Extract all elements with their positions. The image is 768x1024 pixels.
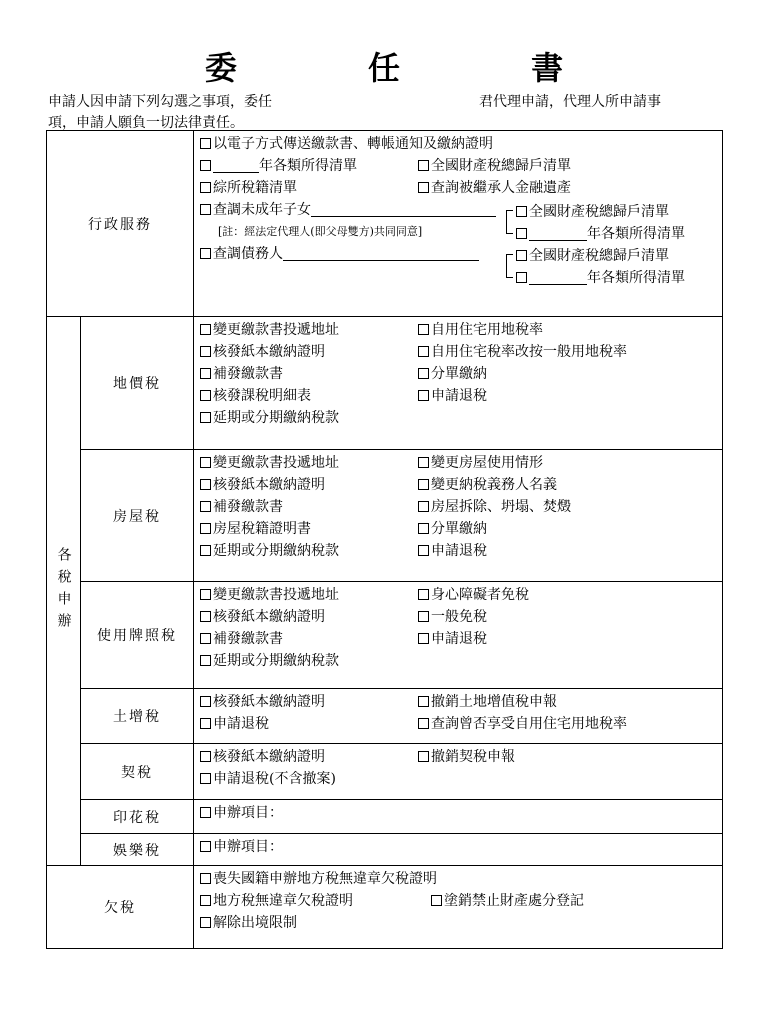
- option-label: 變更房屋使用情形: [431, 455, 543, 471]
- admin-section: [47, 131, 723, 317]
- arrears-section: [47, 866, 723, 949]
- option-annual-income-list: 年各類所得清單: [259, 158, 357, 174]
- option-label: 撤銷契稅申報: [431, 749, 515, 765]
- checkbox[interactable]: [516, 228, 527, 239]
- checkbox[interactable]: [200, 696, 211, 707]
- checkbox[interactable]: [200, 718, 211, 729]
- checkbox[interactable]: [200, 655, 211, 666]
- intro-line1-a: 申請人因申請下列勾選之事項，委任: [48, 94, 272, 110]
- option-label: 房屋拆除、坍塌、焚燬: [431, 499, 571, 515]
- house-tax-label: 房屋稅: [81, 450, 194, 582]
- checkbox[interactable]: [200, 324, 211, 335]
- option-label: 延期或分期繳納稅款: [213, 410, 339, 426]
- checkbox[interactable]: [200, 160, 211, 171]
- option-label: 延期或分期繳納稅款: [213, 543, 339, 559]
- option-label: 解除出境限制: [213, 915, 297, 931]
- land-increment-tax-section: [47, 689, 723, 744]
- checkbox[interactable]: [418, 346, 429, 357]
- option-label: 身心障礙者免稅: [431, 587, 529, 603]
- year-blank[interactable]: [213, 158, 259, 173]
- land-tax-section: [47, 317, 723, 450]
- tax-group-label-text: 各稅申辦: [55, 547, 72, 635]
- checkbox[interactable]: [418, 182, 429, 193]
- checkbox[interactable]: [200, 479, 211, 490]
- checkbox[interactable]: [418, 545, 429, 556]
- checkbox[interactable]: [200, 917, 211, 928]
- land-increment-tax-label: 土增稅: [81, 689, 194, 744]
- option-label: 核發紙本繳納證明: [213, 749, 325, 765]
- authorization-form-table: [46, 130, 723, 949]
- checkbox[interactable]: [418, 501, 429, 512]
- year-blank[interactable]: [529, 226, 587, 241]
- checkbox[interactable]: [418, 751, 429, 762]
- checkbox[interactable]: [200, 457, 211, 468]
- checkbox[interactable]: [516, 206, 527, 217]
- stamp-tax-label: 印花稅: [81, 800, 194, 834]
- option-label: 補發繳款書: [213, 366, 283, 382]
- checkbox[interactable]: [516, 250, 527, 261]
- option-minor-children: 查調未成年子女: [213, 202, 311, 218]
- option-label: 變更繳款書投遞地址: [213, 455, 339, 471]
- option-inheritance-assets: 查詢被繼承人金融遺產: [431, 180, 571, 196]
- debtor-name-blank[interactable]: [283, 246, 479, 261]
- option-label: 分單繳納: [431, 366, 487, 382]
- option-label: 補發繳款書: [213, 499, 283, 515]
- option-label: 申辦項目：: [213, 805, 283, 821]
- checkbox[interactable]: [200, 633, 211, 644]
- checkbox[interactable]: [431, 895, 442, 906]
- checkbox[interactable]: [418, 589, 429, 600]
- option-label: 申請退稅: [431, 543, 487, 559]
- option-label: 變更納稅義務人名義: [431, 477, 557, 493]
- checkbox[interactable]: [418, 390, 429, 401]
- deed-tax-section: [47, 744, 723, 800]
- checkbox[interactable]: [200, 204, 211, 215]
- option-label: 塗銷禁止財產處分登記: [444, 893, 584, 909]
- document-title: 委 任 書: [204, 49, 624, 87]
- checkbox[interactable]: [200, 390, 211, 401]
- checkbox[interactable]: [418, 696, 429, 707]
- intro-line1-b: 君代理申請，代理人所申請事: [479, 94, 661, 110]
- guardian-note: [註：經法定代理人(即父母雙方)共同同意]: [218, 225, 423, 238]
- checkbox[interactable]: [418, 324, 429, 335]
- checkbox[interactable]: [418, 633, 429, 644]
- option-label: 分單繳納: [431, 521, 487, 537]
- checkbox[interactable]: [200, 523, 211, 534]
- checkbox[interactable]: [418, 368, 429, 379]
- admin-label: 行政服務: [47, 131, 194, 317]
- option-label: 申辦項目：: [213, 839, 283, 855]
- checkbox[interactable]: [200, 368, 211, 379]
- checkbox[interactable]: [200, 182, 211, 193]
- minor-name-blank[interactable]: [311, 202, 496, 217]
- checkbox[interactable]: [200, 412, 211, 423]
- tax-group-label: [47, 317, 81, 866]
- house-tax-section: [47, 450, 723, 582]
- checkbox[interactable]: [200, 611, 211, 622]
- amusement-tax-label: 娛樂稅: [81, 834, 194, 866]
- land-tax-label: 地價稅: [81, 317, 194, 450]
- license-tax-label: 使用牌照稅: [81, 582, 194, 689]
- sub-option-property-list: 全國財產稅總歸戶清單: [529, 204, 669, 220]
- option-label: 核發紙本繳納證明: [213, 477, 325, 493]
- option-label: 查詢曾否享受自用住宅用地稅率: [431, 716, 627, 732]
- option-label: 延期或分期繳納稅款: [213, 653, 339, 669]
- option-label: 核發紙本繳納證明: [213, 694, 325, 710]
- option-label: 變更繳款書投遞地址: [213, 322, 339, 338]
- option-debtor: 查調債務人: [213, 246, 283, 262]
- amusement-tax-section: [47, 834, 723, 866]
- stamp-tax-section: [47, 800, 723, 834]
- option-label: 申請退稅(不含撤案): [213, 771, 336, 787]
- option-label: 自用住宅用地稅率: [431, 322, 543, 338]
- deed-tax-label: 契稅: [81, 744, 194, 800]
- checkbox[interactable]: [418, 479, 429, 490]
- option-label: 補發繳款書: [213, 631, 283, 647]
- option-label: 一般免稅: [431, 609, 487, 625]
- option-label: 申請退稅: [431, 631, 487, 647]
- option-label: 變更繳款書投遞地址: [213, 587, 339, 603]
- sub-option-income-list: 年各類所得清單: [587, 270, 685, 286]
- option-label: 申請退稅: [431, 388, 487, 404]
- checkbox[interactable]: [200, 807, 211, 818]
- checkbox[interactable]: [200, 773, 211, 784]
- checkbox[interactable]: [200, 346, 211, 357]
- debtor-sub-options: [506, 245, 716, 289]
- checkbox[interactable]: [418, 718, 429, 729]
- option-electronic-delivery: 以電子方式傳送繳款書、轉帳通知及繳納證明: [213, 136, 493, 152]
- option-label: 核發紙本繳納證明: [213, 609, 325, 625]
- option-label: 房屋稅籍證明書: [213, 521, 311, 537]
- option-label: 核發課稅明細表: [213, 388, 311, 404]
- intro-line2: 項，申請人願負一切法律責任。: [48, 115, 244, 131]
- license-tax-section: [47, 582, 723, 689]
- arrears-label: 欠稅: [47, 866, 194, 949]
- year-blank[interactable]: [529, 270, 587, 285]
- checkbox[interactable]: [200, 841, 211, 852]
- option-label: 自用住宅稅率改按一般用地稅率: [431, 344, 627, 360]
- checkbox[interactable]: [516, 272, 527, 283]
- option-national-property-list: 全國財產稅總歸戶清單: [431, 158, 571, 174]
- checkbox[interactable]: [200, 589, 211, 600]
- checkbox[interactable]: [200, 895, 211, 906]
- option-label: 地方稅無違章欠稅證明: [213, 893, 353, 909]
- checkbox[interactable]: [200, 138, 211, 149]
- option-label: 喪失國籍申辦地方稅無違章欠稅證明: [213, 871, 437, 887]
- option-label: 核發紙本繳納證明: [213, 344, 325, 360]
- option-income-tax-registry: 綜所稅籍清單: [213, 180, 297, 196]
- checkbox[interactable]: [418, 457, 429, 468]
- sub-option-property-list: 全國財產稅總歸戶清單: [529, 248, 669, 264]
- option-label: 申請退稅: [213, 716, 269, 732]
- checkbox[interactable]: [418, 160, 429, 171]
- checkbox[interactable]: [200, 751, 211, 762]
- checkbox[interactable]: [418, 523, 429, 534]
- checkbox[interactable]: [200, 545, 211, 556]
- minor-sub-options: [506, 201, 716, 245]
- option-label: 撤銷土地增值稅申報: [431, 694, 557, 710]
- intro-text: [48, 92, 728, 134]
- checkbox[interactable]: [418, 611, 429, 622]
- checkbox[interactable]: [200, 501, 211, 512]
- sub-option-income-list: 年各類所得清單: [587, 226, 685, 242]
- checkbox[interactable]: [200, 248, 211, 259]
- checkbox[interactable]: [200, 873, 211, 884]
